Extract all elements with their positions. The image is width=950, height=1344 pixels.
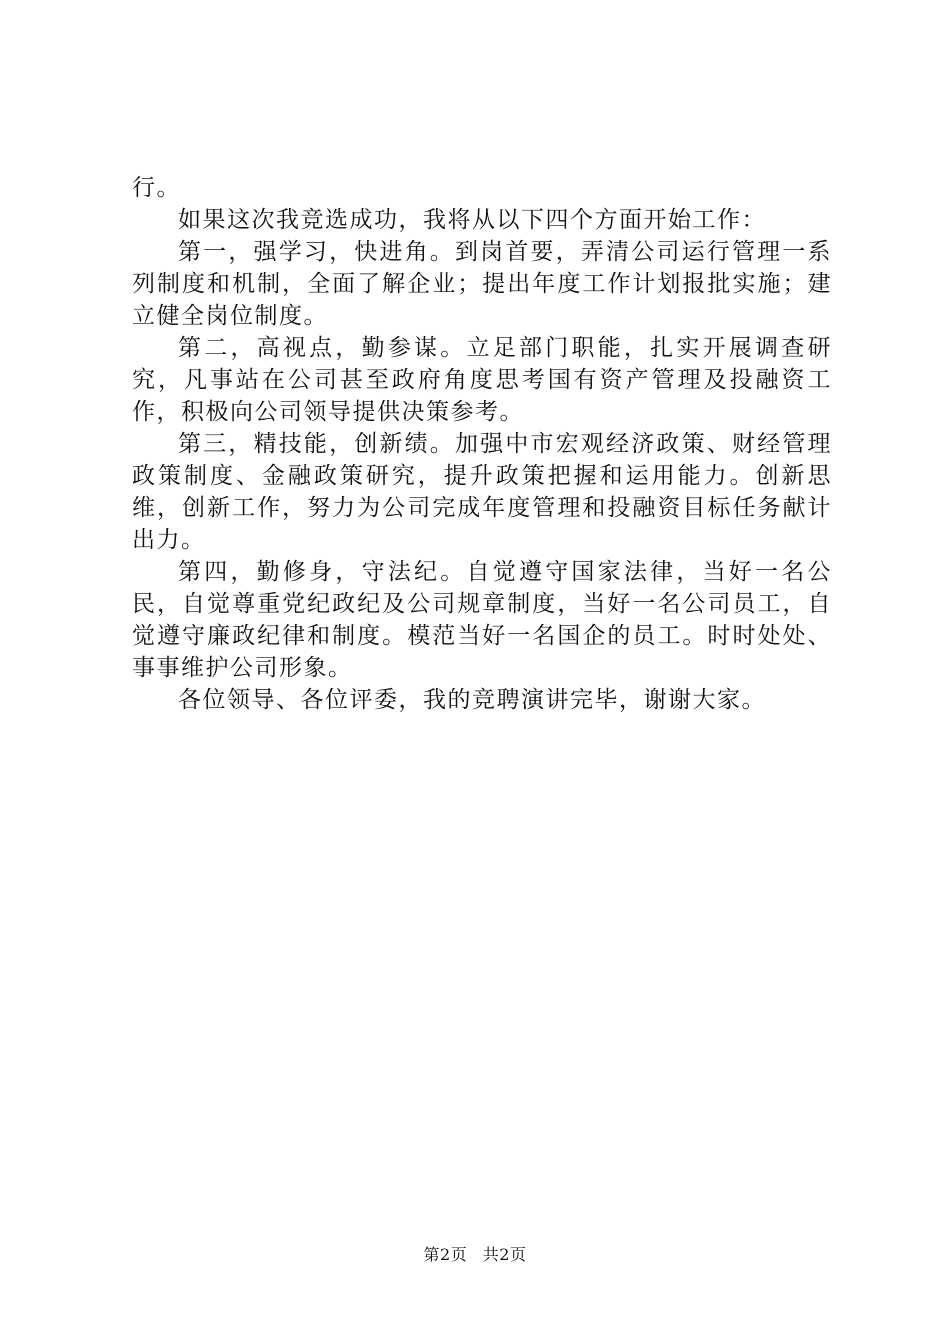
- document-body: [132, 172, 832, 716]
- paragraph-continuation: 行。: [132, 175, 181, 201]
- page-footer: [0, 1244, 950, 1266]
- paragraph-point-one: 第一，强学习，快进角。到岗首要，弄清公司运行管理一系列制度和机制，全面了解企业；提出年度工作计划报批实施；建立健全岗位制度。: [132, 239, 832, 329]
- paragraph-point-two: 第二，高视点，勤参谋。立足部门职能，扎实开展调查研究，凡事站在公司甚至政府角度思考国有资产管理及投融资工作，积极向公司领导提供决策参考。: [132, 335, 832, 425]
- paragraph-point-four: 第四，勤修身，守法纪。自觉遵守国家法律，当好一名公民，自觉尊重党纪政纪及公司规章制度，当好一名公司员工，自觉遵守廉政纪律和制度。模范当好一名国企的员工。时时处处、事事维护公司形象。: [132, 559, 832, 681]
- paragraph-point-three: 第三，精技能，创新绩。加强中市宏观经济政策、财经管理政策制度、金融政策研究，提升政策把握和运用能力。创新思维，创新工作，努力为公司完成年度管理和投融资目标任务献计出力。: [132, 431, 832, 553]
- paragraph-closing: 各位领导、各位评委，我的竞聘演讲完毕，谢谢大家。: [178, 687, 766, 713]
- page-number: 第2页: [423, 1245, 468, 1264]
- page-total: 共2页: [482, 1245, 527, 1264]
- paragraph-intro: 如果这次我竞选成功，我将从以下四个方面开始工作：: [178, 207, 766, 233]
